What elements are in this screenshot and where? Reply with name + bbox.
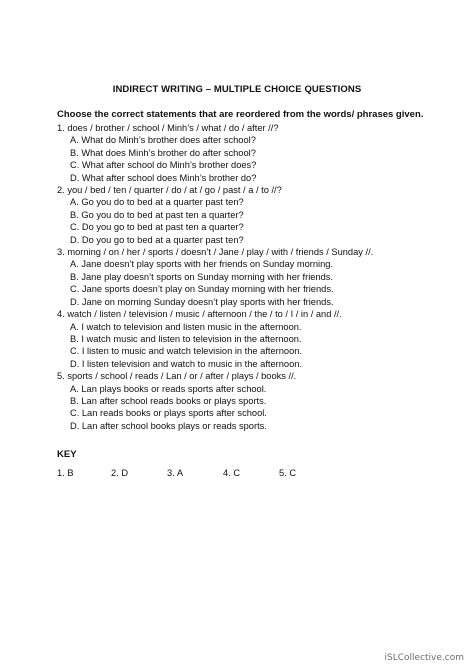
question-5 [57, 370, 437, 432]
question-list [57, 122, 437, 432]
question-1 [57, 122, 437, 184]
option-b: B. Lan after school reads books or plays sports. [70, 395, 267, 406]
option-c: C. Jane sports doesn’t play on Sunday morning with her friends. [70, 284, 334, 295]
instruction-text: Choose the correct statements that are reordered from the words/ phrases given. [57, 109, 424, 120]
question-2 [57, 184, 437, 246]
option-a: A. What do Minh’s brother does after school? [70, 135, 256, 146]
option-c: C. I listen to music and watch television in the afternoon. [70, 346, 303, 357]
worksheet-title: INDIRECT WRITING – MULTIPLE CHOICE QUESTIONS [112, 84, 362, 95]
answer-key-item: 3. A [167, 468, 184, 478]
site-watermark: iSLCollective.com [384, 653, 464, 663]
question-stem: 4. watch / listen / television / music / afternoon / the / to / I / in / and //. [57, 309, 342, 320]
option-d: D. Jane on morning Sunday doesn’t play sports with her friends. [70, 296, 334, 307]
question-4 [57, 308, 437, 370]
option-a: A. I watch to television and listen music in the afternoon. [70, 321, 302, 332]
answer-key-item: 4. C [223, 468, 241, 478]
question-stem: 3. morning / on / her / sports / doesn’t / Jane / play / with / friends / Sunday //. [57, 247, 374, 258]
option-c: C. Lan reads books or plays sports after school. [70, 408, 267, 419]
question-stem: 1. does / brother / school / Minh’s / what / do / after //? [57, 123, 279, 133]
answer-key-item: 2. D [111, 468, 129, 478]
option-d: D. I listen television and watch to music in the afternoon. [70, 358, 303, 369]
option-d: D. Do you go to bed at a quarter past ten? [70, 234, 244, 245]
question-3 [57, 246, 437, 308]
question-stem: 5. sports / school / reads / Lan / or / after / plays / books //. [57, 371, 297, 382]
option-c: C. What after school do Minh’s brother does? [70, 160, 257, 171]
option-b: B. What does Minh’s brother do after school? [70, 147, 256, 158]
option-a: A. Lan plays books or reads sports after school. [70, 383, 267, 394]
question-stem: 2. you / bed / ten / quarter / do / at / go / past / a / to //? [57, 185, 282, 196]
option-b: B. I watch music and listen to television in the afternoon. [70, 333, 302, 344]
answer-key-item: 5. C [279, 468, 297, 478]
answer-key-item: 1. B [57, 468, 74, 478]
option-a: A. Go you do to bed at a quarter past ten? [70, 197, 244, 208]
option-b: B. Jane play doesn’t sports on Sunday morning with her friends. [70, 271, 334, 282]
option-c: C. Do you go to bed at past ten a quarter? [70, 222, 244, 233]
option-a: A. Jane doesn’t play sports with her friends on Sunday morning. [70, 259, 334, 270]
answer-key-title: KEY [57, 449, 77, 460]
option-d: D. Lan after school books plays or reads sports. [70, 420, 267, 431]
option-b: B. Go you do to bed at past ten a quarter? [70, 209, 244, 220]
option-d: D. What after school does Minh’s brother do? [70, 172, 257, 183]
